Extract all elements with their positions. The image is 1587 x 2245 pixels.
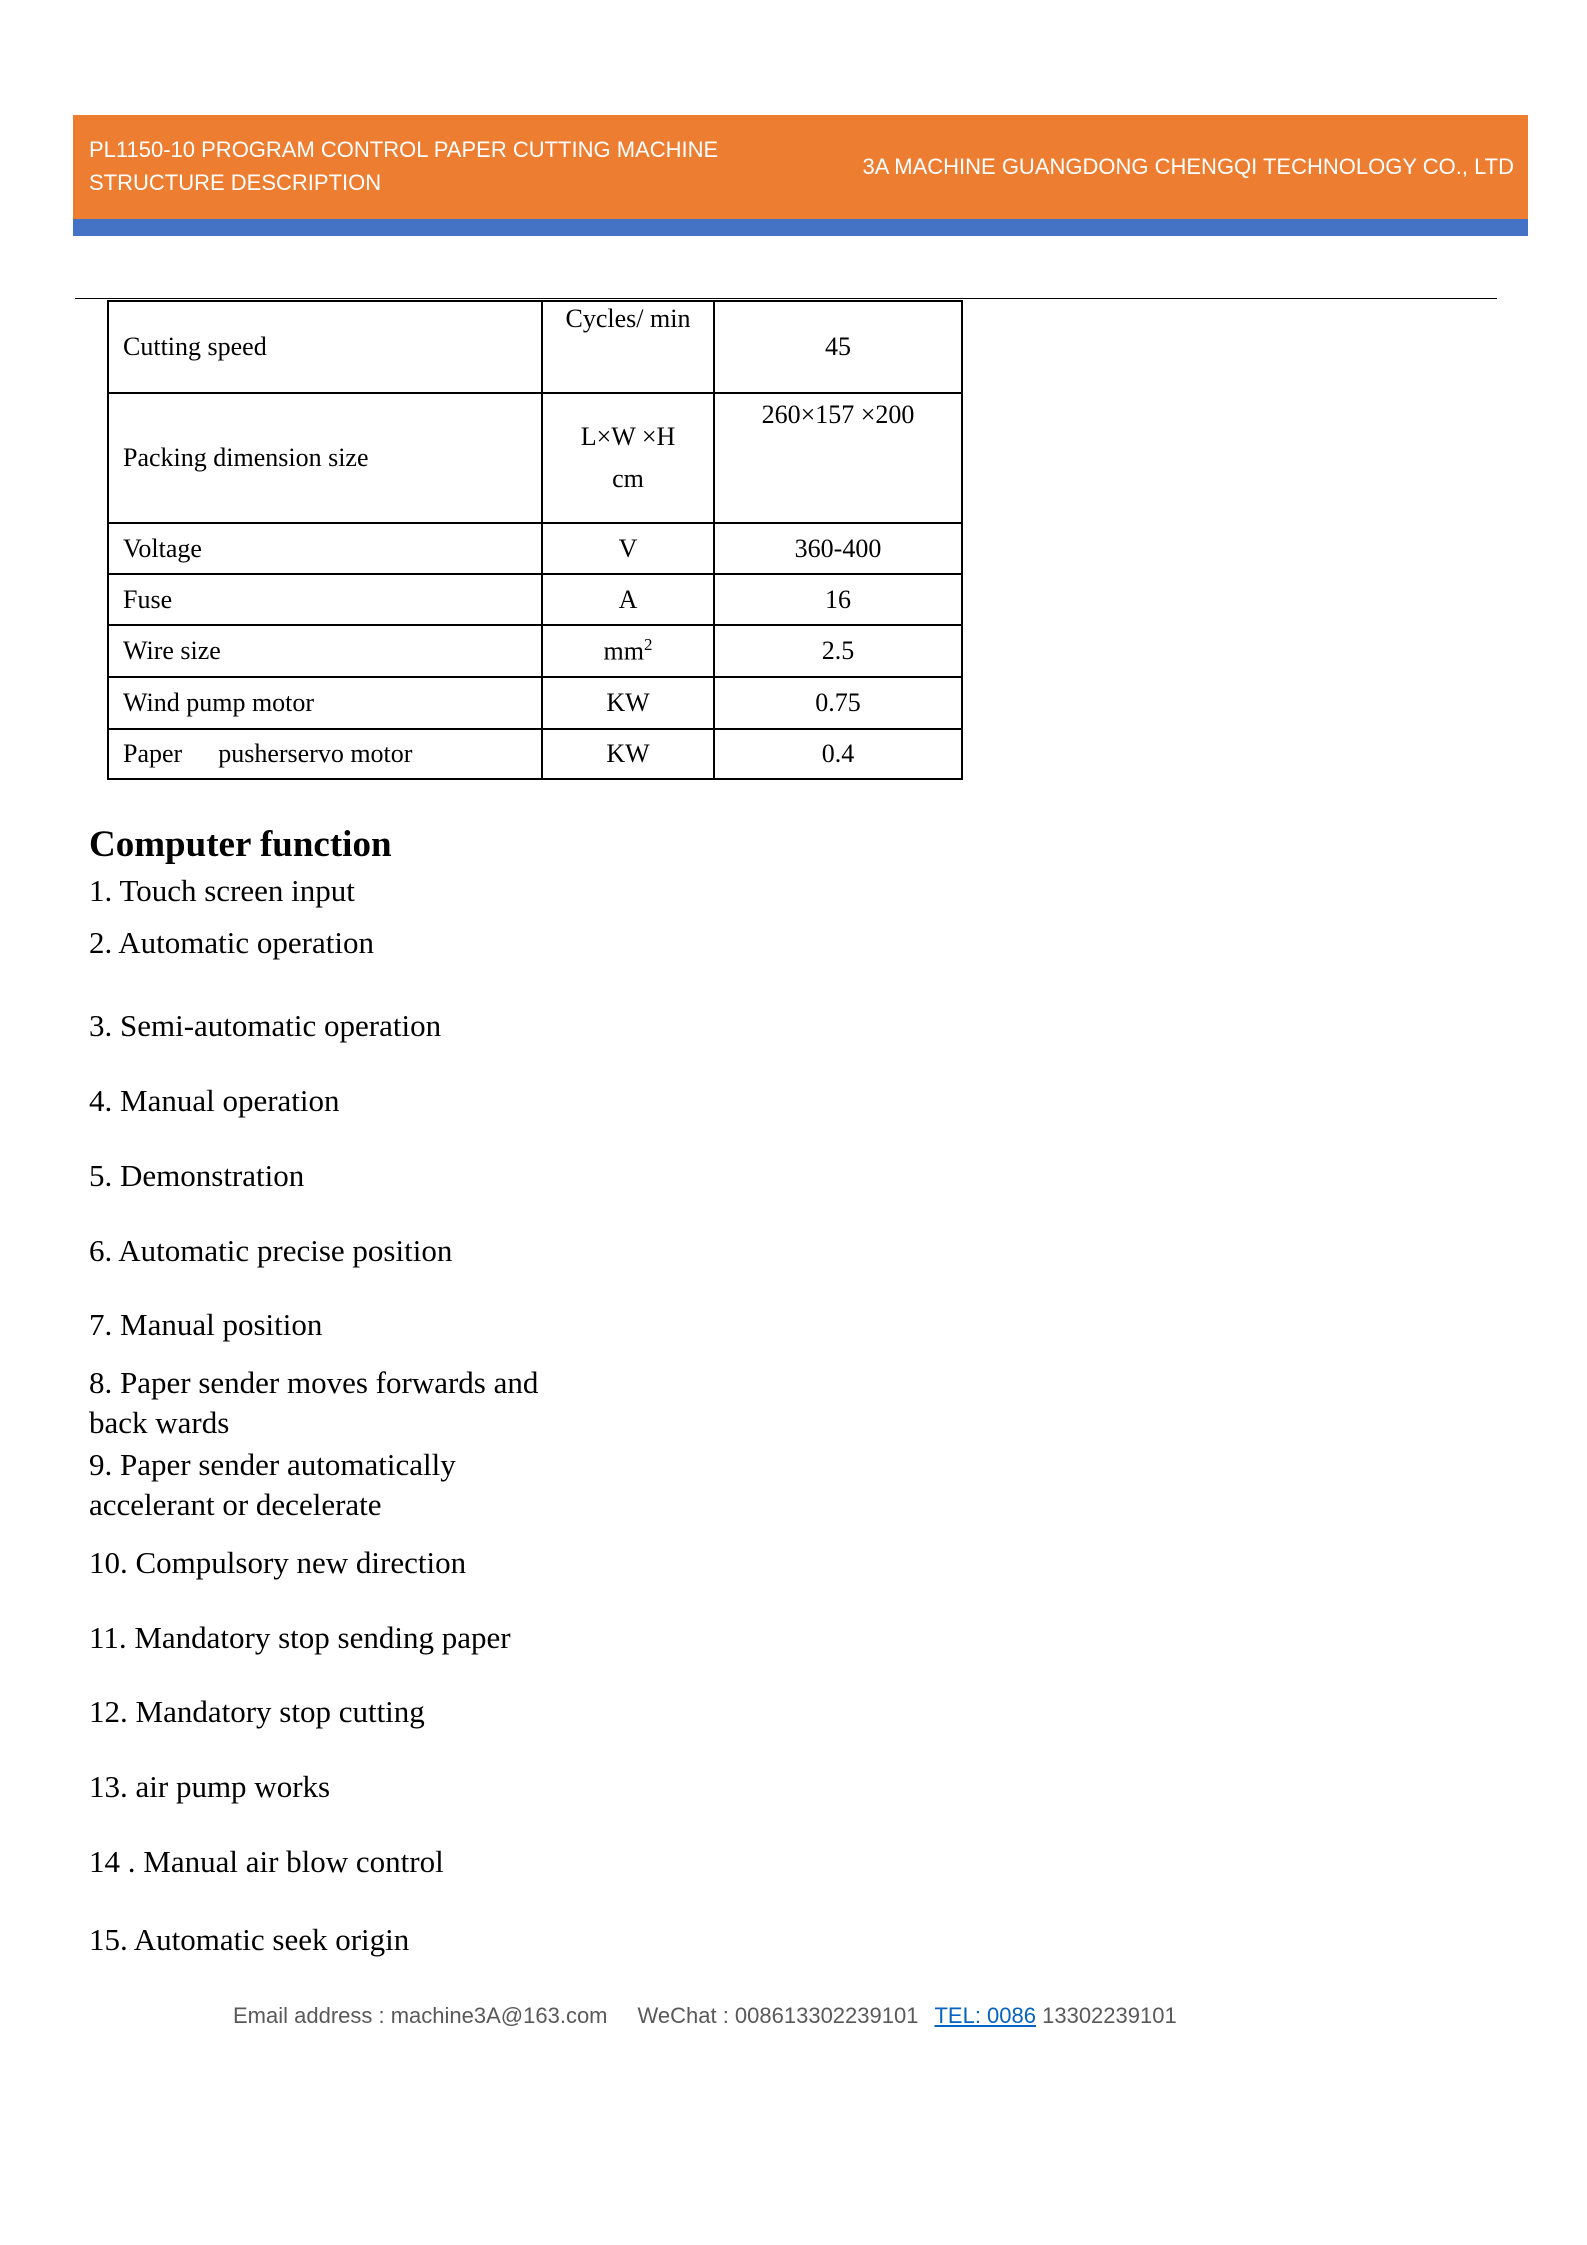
footer-tel-link[interactable]: TEL: 0086: [934, 2003, 1036, 2028]
spec-value: 16: [714, 574, 962, 625]
spec-value: 2.5: [714, 625, 962, 677]
table-row: [108, 677, 962, 729]
list-item: accelerant or decelerate: [89, 1487, 382, 1522]
spec-table: [107, 300, 963, 780]
spec-name: [108, 729, 542, 779]
list-item: 9. Paper sender automatically: [89, 1447, 456, 1482]
spec-name: Voltage: [108, 523, 542, 574]
spec-unit: KW: [542, 729, 714, 779]
spec-name: Wind pump motor: [108, 677, 542, 729]
spec-unit-line2: cm: [612, 464, 644, 493]
header-stripe: [73, 219, 1528, 236]
list-item: 4. Manual operation: [89, 1083, 340, 1118]
spec-value: 260×157 ×200: [714, 393, 962, 523]
list-item: 2. Automatic operation: [89, 925, 374, 960]
list-item: 8. Paper sender moves forwards and: [89, 1365, 539, 1400]
table-row: [108, 301, 962, 393]
spec-value: 360-400: [714, 523, 962, 574]
table-row: [108, 574, 962, 625]
section-title: Computer function: [89, 824, 392, 865]
table-row: [108, 393, 962, 523]
list-item: 14 . Manual air blow control: [89, 1844, 444, 1879]
list-item: 3. Semi-automatic operation: [89, 1008, 442, 1043]
document-title-line2: STRUCTURE DESCRIPTION: [89, 170, 382, 195]
list-item: 1. Touch screen input: [89, 873, 355, 908]
spec-unit: A: [542, 574, 714, 625]
footer-tel-number: 13302239101: [1042, 2003, 1177, 2028]
list-item: 11. Mandatory stop sending paper: [89, 1620, 511, 1655]
spec-name: Cutting speed: [108, 301, 542, 393]
document-title: [89, 133, 789, 199]
spec-name: Wire size: [108, 625, 542, 677]
spec-unit: [542, 393, 714, 523]
table-row: [108, 625, 962, 677]
list-item: 10. Compulsory new direction: [89, 1545, 467, 1580]
spec-name: Packing dimension size: [108, 393, 542, 523]
table-row: [108, 729, 962, 779]
header-rule: [75, 298, 1497, 299]
spec-unit-line1: L×W ×H: [580, 422, 676, 451]
list-item: 5. Demonstration: [89, 1158, 305, 1193]
spec-name-part2: pusherservo motor: [218, 739, 413, 768]
list-item: 13. air pump works: [89, 1769, 331, 1804]
spec-unit: Cycles/ min: [542, 301, 714, 393]
spec-unit-superscript: 2: [643, 635, 653, 655]
spec-value: 45: [714, 301, 962, 393]
table-row: [108, 523, 962, 574]
footer-contact: [233, 2003, 1177, 2029]
spec-unit-base: mm: [603, 636, 644, 666]
spec-name-part1: Paper: [123, 739, 183, 768]
company-name: 3A MACHINE GUANGDONG CHENGQI TECHNOLOGY CO., LTD: [862, 154, 1514, 179]
document-title-line1: PL1150-10 PROGRAM CONTROL PAPER CUTTING MACHINE: [89, 137, 719, 162]
spec-unit: V: [542, 523, 714, 574]
footer-email: Email address : machine3A@163.com: [233, 2003, 608, 2028]
list-item: 12. Mandatory stop cutting: [89, 1694, 425, 1729]
spec-value: 0.75: [714, 677, 962, 729]
list-item: back wards: [89, 1405, 230, 1440]
footer-wechat: WeChat : 008613302239101: [637, 2003, 919, 2028]
spec-value: 0.4: [714, 729, 962, 779]
list-item: 7. Manual position: [89, 1307, 323, 1342]
list-item: 15. Automatic seek origin: [89, 1922, 410, 1957]
spec-unit: [542, 625, 714, 677]
spec-unit: KW: [542, 677, 714, 729]
list-item: 6. Automatic precise position: [89, 1233, 453, 1268]
spec-name: Fuse: [108, 574, 542, 625]
